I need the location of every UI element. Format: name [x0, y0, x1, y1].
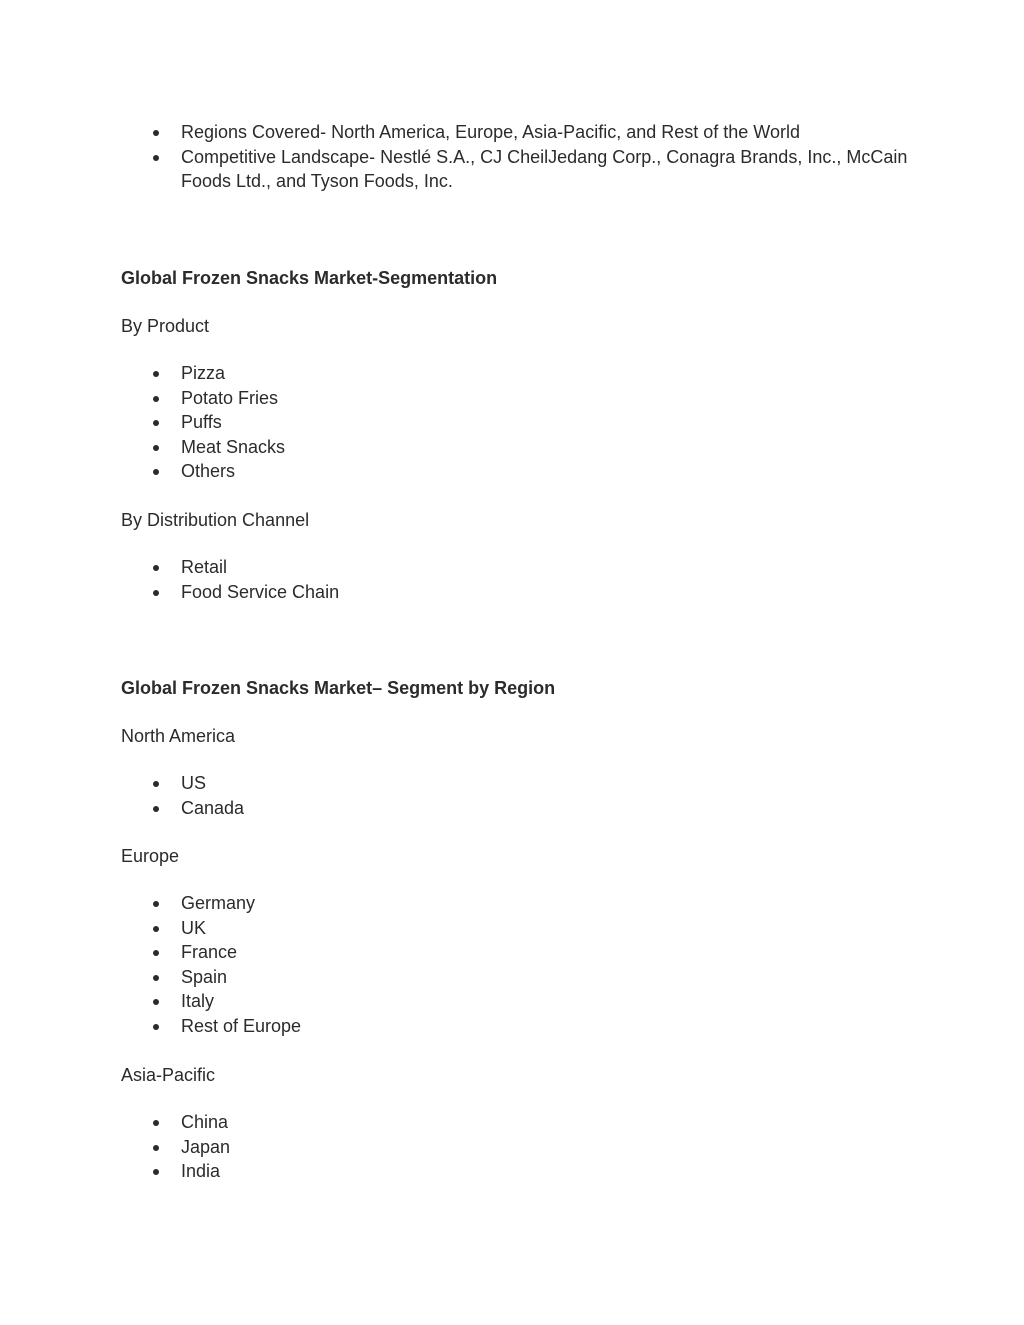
list-item: Food Service Chain: [121, 580, 911, 605]
list-item: Canada: [121, 796, 911, 821]
intro-list: [121, 120, 911, 194]
europe-label: Europe: [121, 846, 180, 866]
list-item: Italy: [121, 989, 911, 1014]
list-item: Meat Snacks: [121, 435, 911, 460]
list-item: Retail: [121, 555, 911, 580]
list-item: Pizza: [121, 361, 911, 386]
asia-pacific-label: Asia-Pacific: [121, 1065, 216, 1085]
asia-pacific-list: [121, 1110, 911, 1184]
by-distribution-label: By Distribution Channel: [121, 510, 310, 530]
product-list: [121, 361, 911, 484]
list-item: Competitive Landscape- Nestlé S.A., CJ CheilJedang Corp., Conagra Brands, Inc., McCain Foods Ltd., and Tyson Foods, Inc.: [121, 145, 911, 194]
region-heading: Global Frozen Snacks Market– Segment by Region: [121, 678, 556, 698]
list-item: Puffs: [121, 410, 911, 435]
north-america-label: North America: [121, 726, 236, 746]
europe-list: [121, 891, 911, 1038]
list-item: UK: [121, 916, 911, 941]
list-item: Japan: [121, 1135, 911, 1160]
list-item: Germany: [121, 891, 911, 916]
by-product-label: By Product: [121, 316, 210, 336]
distribution-list: [121, 555, 911, 604]
segmentation-heading: Global Frozen Snacks Market-Segmentation: [121, 268, 498, 288]
list-item: US: [121, 771, 911, 796]
list-item: Others: [121, 459, 911, 484]
list-item: Regions Covered- North America, Europe, Asia-Pacific, and Rest of the World: [121, 120, 911, 145]
list-item: France: [121, 940, 911, 965]
list-item: India: [121, 1159, 911, 1184]
list-item: Potato Fries: [121, 386, 911, 411]
list-item: China: [121, 1110, 911, 1135]
list-item: Rest of Europe: [121, 1014, 911, 1039]
list-item: Spain: [121, 965, 911, 990]
north-america-list: [121, 771, 911, 820]
